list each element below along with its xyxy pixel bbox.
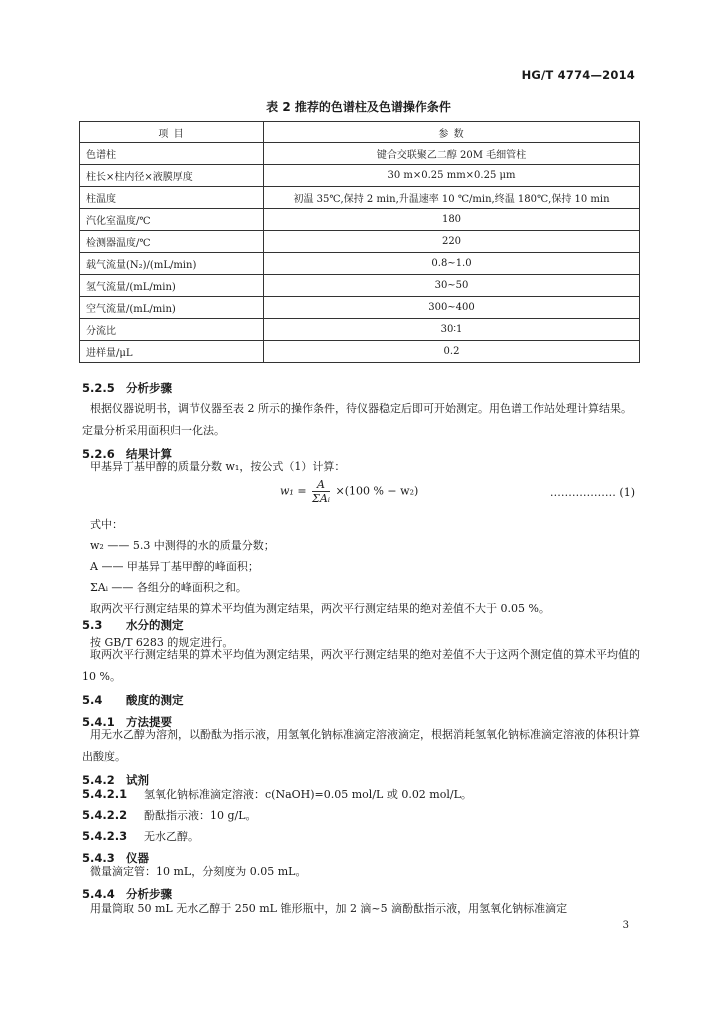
section-title: 酸度的测定 [126, 693, 184, 707]
reagent-number: 5.4.2.1 [82, 787, 128, 801]
paragraph-analysis-procedure: 用量筒取 50 mL 无水乙醇于 250 mL 锥形瓶中，加 2 滴~5 滴酚酞指示液，用氢氧化钠标准滴定 [90, 902, 568, 915]
section-title: 水分的测定 [126, 618, 184, 632]
column-header-item: 项 目 [80, 122, 264, 143]
table-cell-parameter: 180 [264, 209, 640, 231]
table-cell-item: 色谱柱 [80, 143, 264, 165]
section-title: 方法提要 [126, 715, 172, 729]
reagent-text: 无水乙醇。 [144, 830, 199, 843]
paragraph-water-method: 按 GB/T 6283 的规定进行。 [90, 636, 234, 649]
section-title: 分析步骤 [126, 381, 172, 395]
section-number: 5.4 [82, 693, 103, 707]
table-cell-parameter: 初温 35℃,保持 2 min,升温速率 10 ℃/min,终温 180℃,保持 10 min [264, 187, 640, 209]
formula-where: 式中： [90, 518, 123, 531]
table-cell-parameter: 键合交联聚乙二醇 20M 毛细管柱 [264, 143, 640, 165]
table-cell-item: 检测器温度/℃ [80, 231, 264, 253]
table-cell-item: 进样量/μL [80, 341, 264, 363]
table-row [80, 275, 640, 297]
column-header-parameter: 参 数 [264, 122, 640, 143]
paragraph-apparatus: 微量滴定管：10 mL，分刻度为 0.05 mL。 [90, 865, 307, 878]
section-heading-5-4 [82, 692, 184, 708]
section-number: 5.2.5 [82, 381, 115, 395]
section-title: 仪器 [126, 851, 149, 865]
reagent-item [82, 783, 640, 806]
formula-numerator: A [312, 478, 330, 492]
table-row [80, 143, 640, 165]
table-row [80, 297, 640, 319]
reagent-text: 氢氧化钠标准滴定溶液：c(NaOH)=0.05 mol/L 或 0.02 mol/L。 [144, 788, 472, 801]
table-cell-parameter: 0.8~1.0 [264, 253, 640, 275]
formula-fraction [312, 478, 330, 505]
table-cell-parameter: 30∶1 [264, 319, 640, 341]
section-number: 5.3 [82, 618, 103, 632]
table-cell-item: 载气流量(N₂)/(mL/min) [80, 253, 264, 275]
table-cell-parameter: 300~400 [264, 297, 640, 319]
section-number: 5.4.1 [82, 715, 115, 729]
table-cell-parameter: 30 m×0.25 mm×0.25 μm [264, 165, 640, 187]
standard-code: HG/T 4774—2014 [521, 68, 635, 82]
equation-number: ……………… (1) [549, 486, 635, 499]
section-heading-5-2-5 [82, 380, 172, 396]
formula-lhs: w₁ = [280, 484, 307, 498]
section-title: 分析步骤 [126, 887, 172, 901]
paragraph-calc-intro: 甲基异丁基甲醇的质量分数 w₁，按公式（1）计算： [90, 460, 346, 473]
section-number: 5.4.3 [82, 851, 115, 865]
section-title: 结果计算 [126, 447, 172, 461]
section-number: 5.4.4 [82, 887, 115, 901]
table-row [80, 341, 640, 363]
reagent-item [82, 825, 640, 848]
reagent-number: 5.4.2.3 [82, 829, 128, 843]
table-cell-item: 空气流量/(mL/min) [80, 297, 264, 319]
table-row [80, 209, 640, 231]
section-number: 5.2.6 [82, 447, 115, 461]
table-cell-item: 汽化室温度/℃ [80, 209, 264, 231]
page-number: 3 [622, 920, 629, 931]
reagent-item [82, 804, 640, 827]
paragraph-water-result: 取两次平行测定结果的算术平均值为测定结果，两次平行测定结果的绝对差值不大于这两个测定值的算术平均值的 10 %。 [82, 648, 640, 683]
reagent-text: 酚酞指示液：10 g/L。 [144, 809, 257, 822]
table-cell-item: 分流比 [80, 319, 264, 341]
section-number: 5.4.2 [82, 773, 115, 787]
variable-definition: A —— 甲基异丁基甲醇的峰面积； [90, 560, 259, 573]
table-cell-item: 柱温度 [80, 187, 264, 209]
chromatography-conditions-table [79, 121, 640, 363]
table-cell-item: 柱长×柱内径×液膜厚度 [80, 165, 264, 187]
paragraph-analysis-steps: 根据仪器说明书，调节仪器至表 2 所示的操作条件，待仪器稳定后即可开始测定。用色谱工作站处理计算结果。定量分析采用面积归一化法。 [82, 402, 632, 437]
table-title: 表 2 推荐的色谱柱及色谱操作条件 [266, 100, 451, 114]
table-row [80, 165, 640, 187]
table-row [80, 231, 640, 253]
reagent-number: 5.4.2.2 [82, 808, 128, 822]
paragraph-result-rule: 取两次平行测定结果的算术平均值为测定结果，两次平行测定结果的绝对差值不大于 0.05 %。 [90, 602, 550, 615]
table-cell-parameter: 0.2 [264, 341, 640, 363]
formula-1 [280, 478, 418, 505]
section-heading-5-3 [82, 617, 184, 633]
formula-rhs: ×(100 % − w₂) [335, 484, 419, 498]
table-row [80, 319, 640, 341]
table-row [80, 187, 640, 209]
formula-denominator: ΣAᵢ [312, 492, 330, 505]
section-title: 试剂 [126, 773, 149, 787]
table-header-row [80, 122, 640, 143]
table-cell-parameter: 30~50 [264, 275, 640, 297]
table-cell-parameter: 220 [264, 231, 640, 253]
paragraph-method-summary: 用无水乙醇为溶剂，以酚酞为指示液，用氢氧化钠标准滴定溶液滴定，根据消耗氢氧化钠标准滴定溶液的体积计算出酸度。 [82, 728, 640, 763]
variable-definition: w₂ —— 5.3 中测得的水的质量分数； [90, 539, 275, 552]
variable-definition: ΣAᵢ —— 各组分的峰面积之和。 [90, 581, 247, 594]
table-cell-item: 氢气流量/(mL/min) [80, 275, 264, 297]
table-row [80, 253, 640, 275]
